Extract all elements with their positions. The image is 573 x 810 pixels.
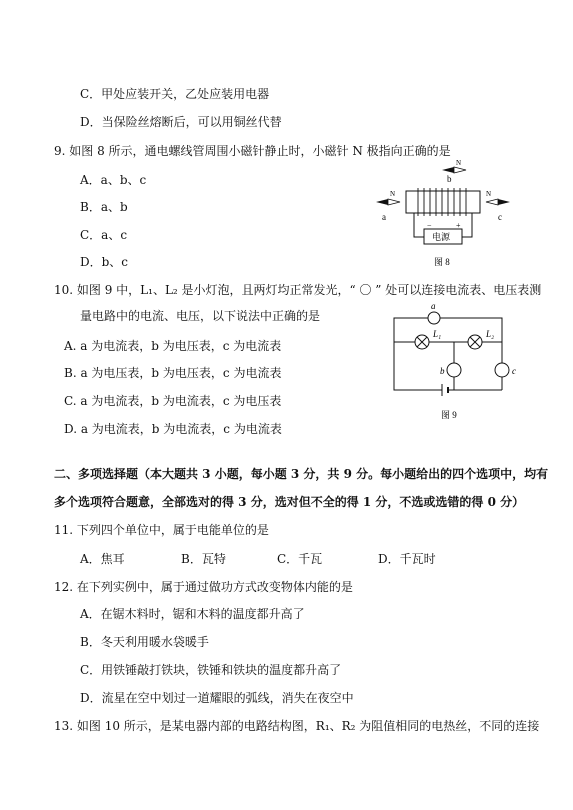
q12-option-b: B．冬天利用暖水袋暖手 <box>80 635 209 649</box>
meter-a <box>428 312 440 324</box>
q11-option-c: C．千瓦 <box>277 552 323 566</box>
q10-option-d: D. a 为电流表，b 为电流表，c 为电流表 <box>64 422 282 436</box>
meter-b <box>447 363 461 377</box>
label-c: c <box>498 212 502 222</box>
meter-c-label: c <box>512 366 516 376</box>
q12-stem: 12. 在下列实例中，属于通过做功方式改变物体内能的是 <box>54 580 353 594</box>
q9-option-b: B．a、b <box>80 200 128 214</box>
source-plus-sign: + <box>456 221 461 230</box>
figure-8-solenoid <box>372 158 512 270</box>
q9-option-d: D．b、c <box>80 255 129 269</box>
q10-stem-line2: 量电路中的电流、电压，以下说法中正确的是 <box>80 309 321 323</box>
q12-option-d: D．流星在空中划过一道耀眼的弧线，消失在夜空中 <box>80 691 354 705</box>
needle-c-n-label: N <box>486 190 492 198</box>
q8-option-d: D．当保险丝熔断后，可以用铜丝代替 <box>80 115 282 129</box>
q11-option-d: D．千瓦时 <box>378 552 436 566</box>
source-minus-sign: − <box>427 221 432 230</box>
q13-stem: 13. 如图 10 所示，是某电器内部的电路结构图，R₁、R₂ 为阻值相同的电热丝，不同的连接 <box>54 719 540 733</box>
q9-option-c: C．a、c <box>80 228 128 242</box>
solenoid-core <box>406 191 480 213</box>
compass-needle-b <box>442 167 466 173</box>
lamp-l2 <box>468 335 482 349</box>
q10-option-b: B. a 为电压表，b 为电压表，c 为电流表 <box>64 366 282 380</box>
compass-needle-c <box>486 199 510 205</box>
figure-9-caption: 图 9 <box>441 410 457 420</box>
figure-8-caption: 图 8 <box>434 257 450 267</box>
q9-stem: 9. 如图 8 所示，通电螺线管周围小磁针静止时，小磁针 N 极指向正确的是 <box>54 144 451 158</box>
q8-option-c: C．甲处应装开关，乙处应装用电器 <box>80 87 270 101</box>
section2-heading-line2: 多个选项符合题意，全部选对的得 3 分，选对但不全的得 1 分，不选或选错的得 0 分） <box>54 495 525 509</box>
q9-option-a: A．a、b、c <box>80 173 147 187</box>
compass-needle-a <box>376 199 400 205</box>
lamp-l2-label: L₂ <box>486 329 495 339</box>
wire-left <box>414 213 424 237</box>
label-b: b <box>447 174 452 184</box>
wire-right <box>462 213 472 237</box>
q11-option-a: A．焦耳 <box>80 552 125 566</box>
section2-heading-line1: 二、多项选择题（本大题共 3 小题，每小题 3 分，共 9 分。每小题给出的四个选项中，均有 <box>54 467 549 481</box>
needle-b-n-label: N <box>456 159 462 167</box>
q10-option-c: C. a 为电流表，b 为电流表，c 为电压表 <box>64 394 282 408</box>
meter-b-label: b <box>440 366 445 376</box>
q11-stem: 11. 下列四个单位中，属于电能单位的是 <box>54 523 269 537</box>
label-a: a <box>382 212 386 222</box>
q10-option-a: A. a 为电流表，b 为电压表，c 为电流表 <box>64 339 282 353</box>
q12-option-c: C．用铁锤敲打铁块，铁锤和铁块的温度都升高了 <box>80 663 342 677</box>
figure-9-circuit <box>384 298 524 426</box>
needle-a-n-label: N <box>390 190 396 198</box>
q12-option-a: A．在锯木料时，锯和木料的温度都升高了 <box>80 607 305 621</box>
meter-c <box>495 363 509 377</box>
lamp-l1-label: L₁ <box>433 329 442 339</box>
power-source-label: 电源 <box>432 232 451 242</box>
q10-stem-line1: 10. 如图 9 中，L₁、L₂ 是小灯泡，且两灯均正常发光，“ 〇 ” 处可以连接电流表、电压表测 <box>54 283 542 297</box>
meter-a-label: a <box>431 301 436 311</box>
lamp-l1 <box>415 335 429 349</box>
q11-option-b: B．瓦特 <box>181 552 226 566</box>
